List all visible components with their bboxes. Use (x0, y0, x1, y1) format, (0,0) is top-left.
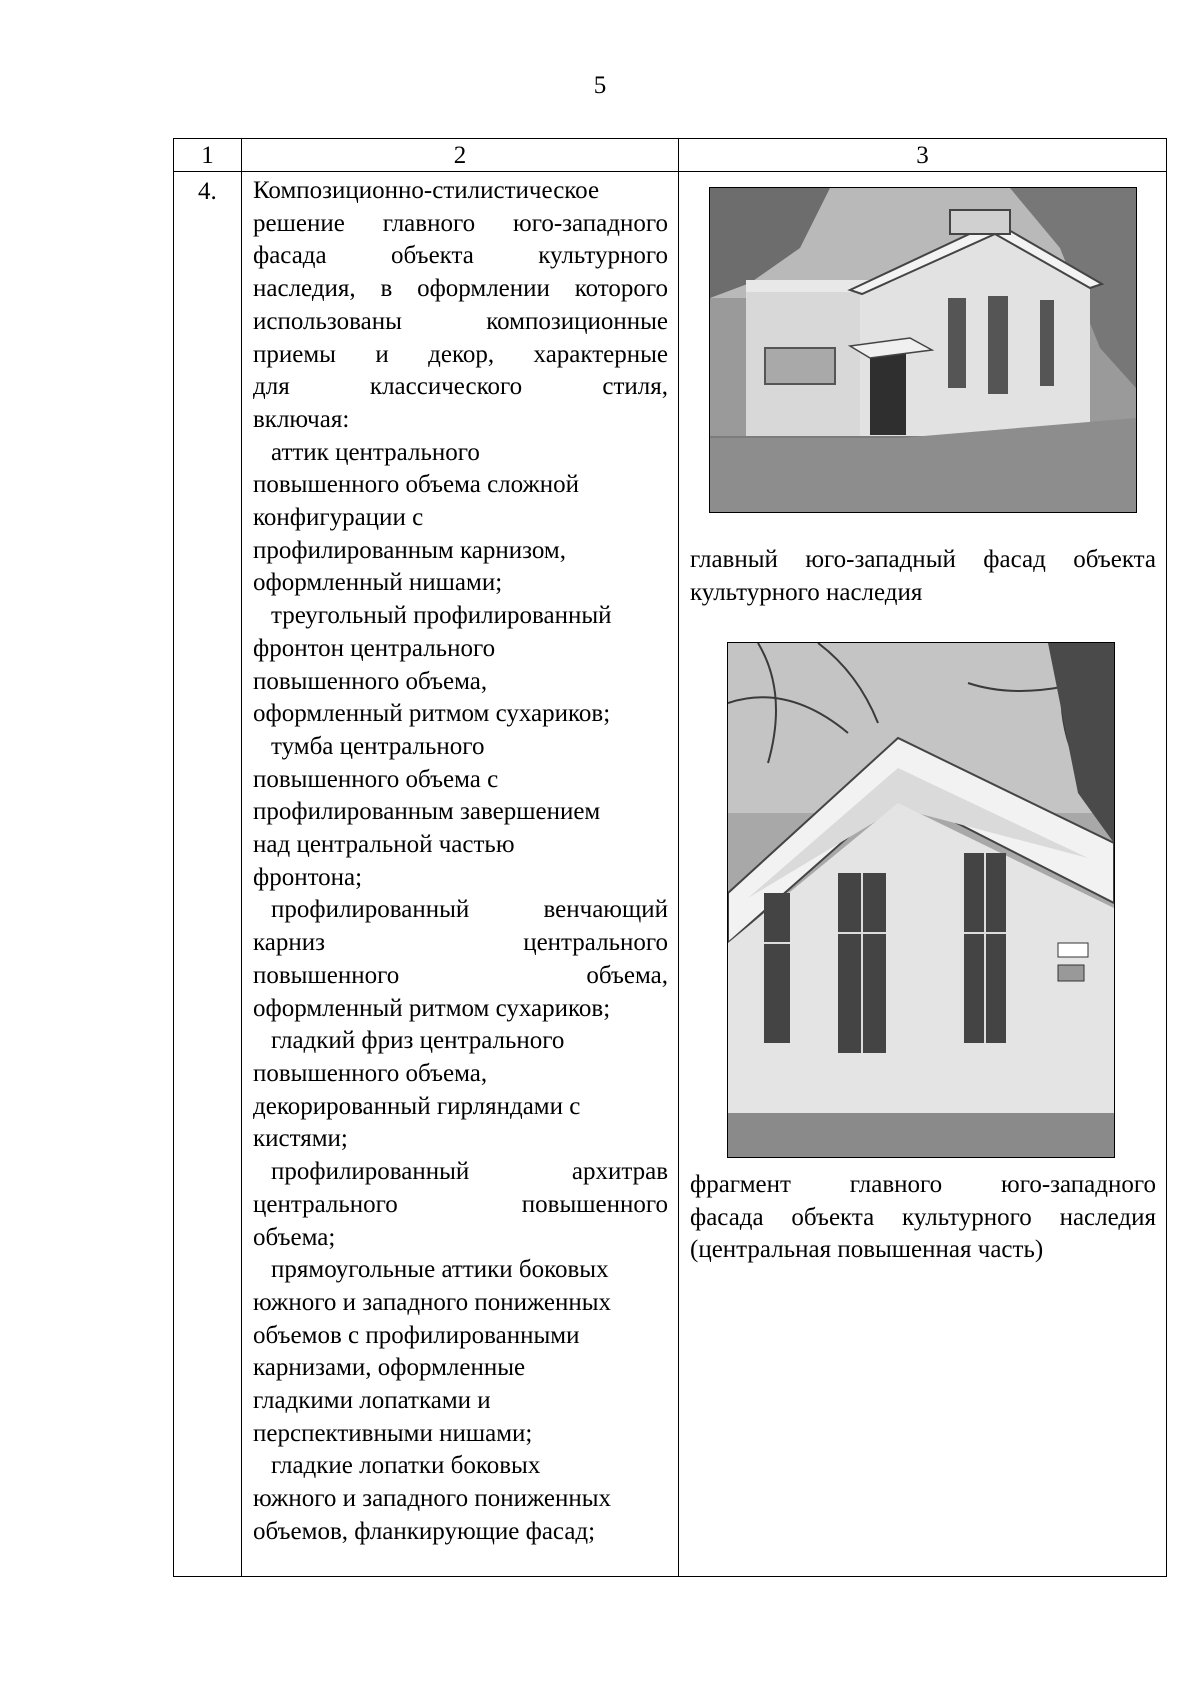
caption-line: культурного наследия (690, 578, 923, 606)
text-line: Композиционно-стилистическое (253, 177, 600, 204)
text-line: аттик центрального (271, 438, 480, 466)
text-line: гладкие лопатки боковых (271, 1452, 541, 1480)
text-line: гладкими лопатками и (253, 1387, 491, 1415)
text-line: южного и западного пониженных (253, 1485, 612, 1513)
decor-item (253, 1450, 668, 1548)
text-line: южного и западного пониженных (253, 1288, 612, 1316)
facade-fragment-caption (690, 1169, 1156, 1267)
caption-line: главный юго-западный фасад объекта (690, 546, 1156, 573)
decor-item (253, 894, 668, 1025)
text-line: карнизами, оформленные (253, 1354, 526, 1382)
caption-line: (центральная повышенная часть) (690, 1236, 1044, 1264)
facade-fragment-photo (727, 642, 1115, 1158)
text-line: повышенного объема, (253, 1059, 488, 1087)
table-header-row (174, 139, 1167, 172)
text-line: повышенного объема с (253, 765, 499, 793)
text-line: профилированным карнизом, (253, 536, 566, 564)
text-line: фронтон центрального (253, 634, 496, 662)
decor-item (253, 437, 668, 601)
text-line: для классического стиля, (253, 373, 668, 401)
column-header-1: 1 (174, 139, 242, 172)
text-line: карниз центрального (253, 929, 668, 957)
text-line: гладкий фриз центрального (271, 1027, 565, 1055)
decor-item (253, 600, 668, 731)
page-number: 5 (593, 72, 607, 99)
text-line: над центральной частью (253, 831, 515, 859)
row-number: 4. (174, 172, 242, 1577)
text-line: приемы и декор, характерные (253, 340, 668, 368)
text-line: объема; (253, 1223, 336, 1251)
column-header-2: 2 (242, 139, 679, 172)
text-line: кистями; (253, 1125, 348, 1153)
text-line: оформленный ритмом сухариков; (253, 700, 611, 728)
decor-item (253, 731, 668, 895)
table-row (174, 172, 1167, 1577)
intro-paragraph (253, 175, 668, 437)
text-line: конфигурации с (253, 504, 424, 532)
text-line: решение главного юго-западного (253, 209, 668, 237)
text-line: наследия, в оформлении которого (253, 275, 668, 303)
text-line: повышенного объема, (253, 667, 488, 695)
text-line: перспективными нишами; (253, 1419, 533, 1447)
text-line: оформленный ритмом сухариков; (253, 994, 611, 1022)
text-line: профилированный венчающий (271, 896, 668, 924)
text-line: прямоугольные аттики боковых (271, 1256, 609, 1284)
column-header-3: 3 (679, 139, 1167, 172)
photos-cell (679, 172, 1167, 1577)
text-line: фасада объекта культурного (253, 242, 668, 270)
text-line: повышенного объема, (253, 961, 668, 989)
facade-photo (709, 187, 1137, 513)
text-line: центрального повышенного (253, 1190, 668, 1218)
text-line: включая: (253, 405, 350, 433)
decor-item (253, 1025, 668, 1156)
facade-photo-image (710, 188, 1136, 512)
text-line: треугольный профилированный (271, 602, 612, 630)
text-line: фронтона; (253, 863, 363, 891)
facade-fragment-image (728, 643, 1114, 1157)
caption-line: фрагмент главного юго-западного (690, 1171, 1156, 1198)
text-line: повышенного объема сложной (253, 471, 580, 499)
decor-item (253, 1254, 668, 1450)
text-line: декорированный гирляндами с (253, 1092, 581, 1120)
text-line: тумба центрального (271, 732, 485, 760)
facade-photo-caption (690, 544, 1156, 609)
text-line: профилированным завершением (253, 798, 601, 826)
decor-items-list (253, 437, 668, 1549)
text-line: профилированный архитрав (271, 1158, 668, 1186)
description-table (173, 138, 1167, 1577)
caption-line: фасада объекта культурного наследия (690, 1203, 1156, 1231)
text-line: использованы композиционные (253, 307, 668, 335)
decor-item (253, 1156, 668, 1254)
text-line: объемов с профилированными (253, 1321, 580, 1349)
description-cell (242, 172, 679, 1577)
text-line: оформленный нишами; (253, 569, 503, 597)
text-line: объемов, фланкирующие фасад; (253, 1517, 596, 1545)
